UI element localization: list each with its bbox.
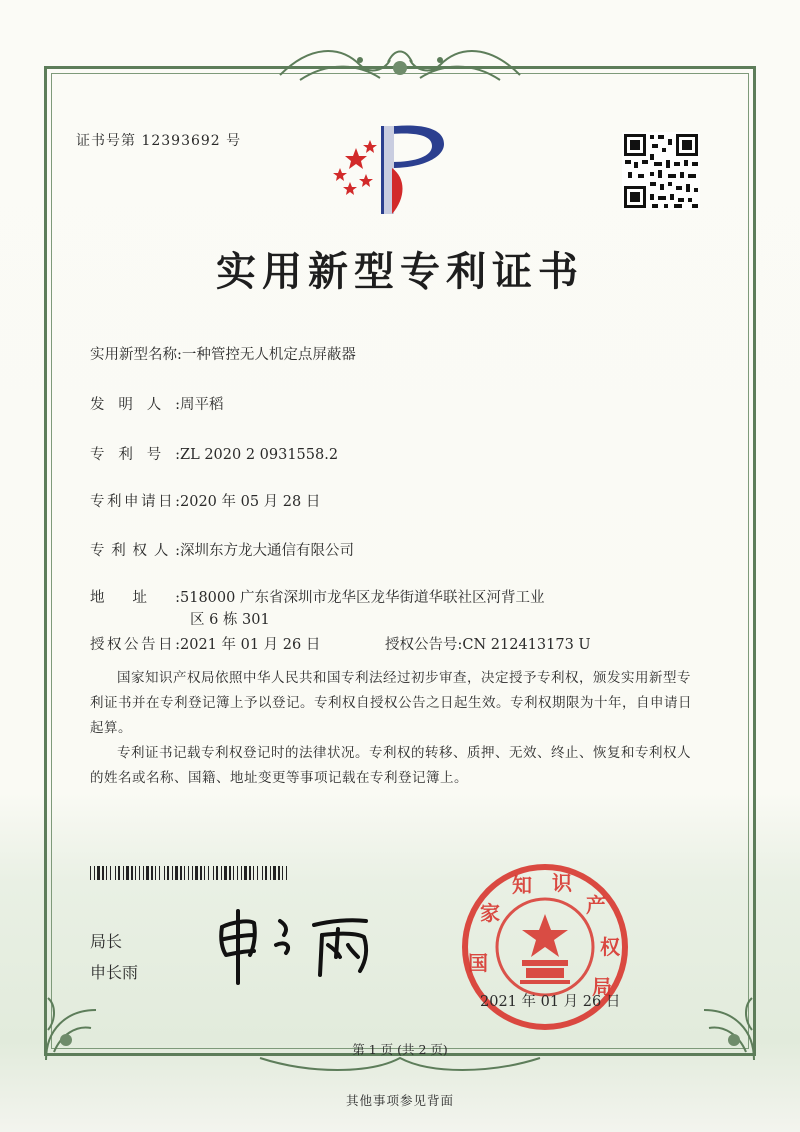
footer-note: 其他事项参见背面 [345, 1093, 454, 1108]
patent-number-value: ZL 2020 2 0931558.2 [180, 447, 339, 463]
patent-number-field [90, 443, 338, 464]
inner-border [51, 73, 749, 1049]
filing-date-label: 专利申请日: [90, 494, 180, 510]
inventor-label: 发明人: [90, 397, 180, 413]
legal-status-paragraph: 专利证书记载专利权登记时的法律状况。专利权的转移、质押、无效、终止、恢复和专利权人的姓名或名称、国籍、地址变更等事项记载在专利登记簿上。 [90, 745, 691, 786]
cnipa-logo-icon [326, 118, 456, 218]
grant-statement-paragraph: 国家知识产权局依照中华人民共和国专利法经过初步审查，决定授予专利权，颁发实用新型专利证书并在专利登记簿上予以登记。专利权自授权公告之日起生效。专利权期限为十年，自申请日起算。 [90, 670, 692, 736]
svg-text:局: 局 [592, 975, 612, 999]
patent-number-label: 专利号: [90, 447, 180, 463]
handwritten-signature-icon [210, 905, 390, 985]
filing-date-value: 2020 年 05 月 28 日 [180, 494, 321, 510]
patentee-value: 深圳东方龙大通信有限公司 [180, 543, 354, 559]
page-number: 第 1 页 (共 2 页) [352, 1042, 448, 1057]
name-label: 实用新型名称: [90, 347, 182, 363]
address-label: 地址: [90, 590, 180, 606]
certificate-number-value: 12393692 [141, 133, 221, 149]
address-line-1: 518000 广东省深圳市龙华区龙华街道华联社区河背工业 [180, 590, 545, 606]
address-line-2-field [190, 608, 270, 629]
svg-text:权: 权 [600, 935, 620, 959]
utility-model-name-field [90, 343, 356, 364]
official-title: 局长 [90, 932, 123, 951]
name-value: 一种管控无人机定点屏蔽器 [181, 347, 356, 363]
filing-date-field [90, 490, 320, 511]
certificate-number-suffix: 号 [226, 133, 242, 149]
official-name: 申长雨 [90, 963, 139, 982]
grant-number-label: 授权公告号: [385, 637, 463, 653]
svg-text:知: 知 [512, 873, 532, 897]
certificate-number-label: 证书号第 [76, 133, 136, 149]
corner-ornament-bottom-left-icon [36, 990, 126, 1070]
inventor-field [90, 393, 224, 414]
seal-date: 2021 年 01 月 26 日 [480, 994, 621, 1010]
address-line-2: 区 6 栋 301 [190, 612, 270, 628]
grant-number-field [385, 633, 591, 654]
address-field [90, 586, 544, 607]
inventor-value: 周平稻 [180, 397, 224, 413]
svg-text:产: 产 [586, 893, 606, 917]
top-ornament-icon [270, 40, 530, 90]
svg-text:识: 识 [552, 871, 572, 895]
certificate-number [76, 130, 241, 150]
barcode-icon [90, 866, 290, 880]
qr-code-icon [622, 132, 700, 210]
grant-date-field [90, 633, 320, 654]
patentee-field [90, 539, 354, 560]
svg-text:家: 家 [480, 901, 500, 925]
corner-ornament-bottom-right-icon [674, 990, 764, 1070]
certificate-title: 实用新型专利证书 [216, 248, 584, 295]
grant-date-label: 授权公告日: [90, 637, 180, 653]
grant-date-value: 2021 年 01 月 26 日 [180, 637, 321, 653]
grant-number-value: CN 212413173 U [462, 637, 591, 653]
patentee-label: 专利权人: [90, 543, 180, 559]
svg-text:国: 国 [468, 951, 488, 975]
